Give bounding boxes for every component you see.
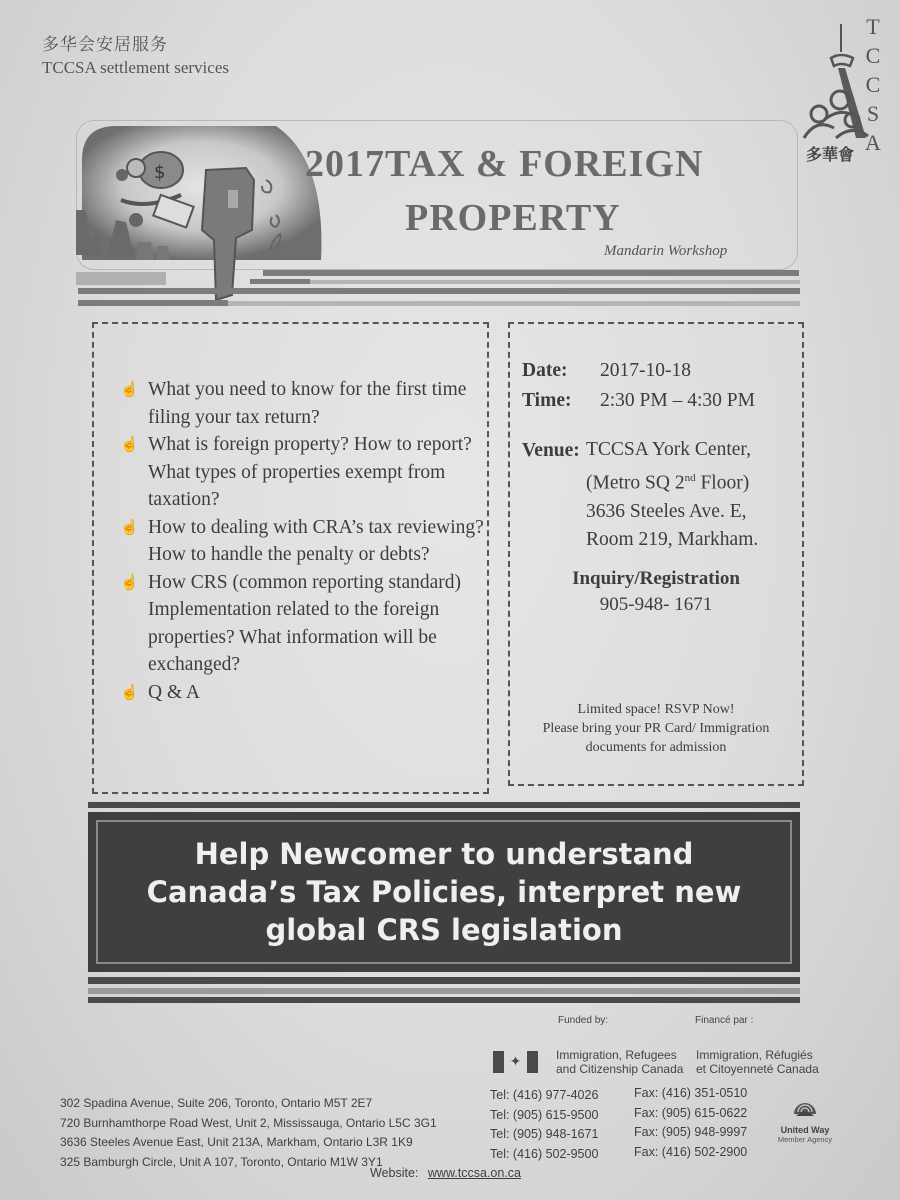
pointing-hand-icon: ☝ <box>120 519 139 536</box>
title-line-1: 2017TAX & FOREIGN <box>305 143 704 185</box>
pointing-hand-icon: ☝ <box>120 437 139 453</box>
logo-letter: S <box>866 101 880 126</box>
topic-text: Q & A <box>148 681 201 703</box>
office-tel: Tel: (905) 948-1671 <box>490 1127 599 1141</box>
office-tel: Tel: (416) 502-9500 <box>490 1146 599 1161</box>
notice-line: Limited space! RSVP Now! <box>577 702 735 717</box>
office-address: 302 Spadina Avenue, Suite 206, Toronto, Ontario M5T 2E7 <box>60 1096 373 1110</box>
topics-list <box>120 376 485 707</box>
time-row <box>522 386 802 416</box>
funded-by-label: Funded by: <box>558 1015 609 1026</box>
inquiry-phone: 905-948- 1671 <box>599 594 713 615</box>
slogan-stripe <box>88 988 800 994</box>
slogan-stripe <box>88 977 800 984</box>
inquiry-section <box>508 566 804 618</box>
topic-item <box>120 514 485 569</box>
title-line-2: PROPERTY <box>405 197 621 239</box>
office-faxes <box>634 1084 747 1162</box>
logo-letters <box>862 12 884 157</box>
banner-stripe <box>263 270 799 276</box>
website-line <box>370 1166 521 1180</box>
venue-address <box>586 436 758 554</box>
logo-letter: C <box>865 43 881 68</box>
topic-text: How to dealing with CRA’s tax reviewing? How to handle the penalty or debts? <box>148 516 484 565</box>
banner-stripe <box>78 300 228 306</box>
venue-line: TCCSA York Center, <box>586 439 751 460</box>
office-address: 720 Burnhamthorpe Road West, Unit 2, Mississauga, Ontario L5C 3G1 <box>60 1115 437 1130</box>
venue-label: Venue: <box>522 440 580 461</box>
topic-text: What you need to know for the first time filing your tax return? <box>148 379 467 428</box>
canada-flag-icon: ✦ <box>493 1051 538 1073</box>
title-subtitle: Mandarin Workshop <box>604 243 728 259</box>
banner-stripe <box>78 288 800 294</box>
rsvp-notice <box>508 700 804 757</box>
website-label: Website: <box>370 1166 419 1180</box>
united-way-name: United Way <box>780 1125 830 1135</box>
svg-text:多華會: 多華會 <box>805 145 855 164</box>
office-addresses <box>60 1094 437 1172</box>
date-value: 2017-10-18 <box>600 360 691 381</box>
venue-line: (Metro SQ 2nd Floor) <box>586 472 750 494</box>
office-fax: Fax: (416) 502-2900 <box>634 1144 748 1159</box>
banner-stripe <box>228 301 800 306</box>
time-label: Time: <box>522 390 572 411</box>
office-fax: Fax: (905) 615-0622 <box>634 1105 748 1120</box>
pointing-hand-icon: ☝ <box>120 574 139 591</box>
ircc-name-en: Immigration, Refugees and Citizenship Canada <box>556 1048 684 1076</box>
time-value: 2:30 PM – 4:30 PM <box>600 390 755 411</box>
office-fax: Fax: (416) 351-0510 <box>634 1086 748 1100</box>
org-name-english: TCCSA settlement services <box>42 58 229 77</box>
pointing-hand-icon: ☝ <box>120 382 139 398</box>
date-row <box>522 356 802 386</box>
office-tel: Tel: (416) 977-4026 <box>490 1088 599 1102</box>
notice-line: Please bring your PR Card/ Immigration <box>542 721 770 736</box>
svg-text:$: $ <box>154 162 166 183</box>
ircc-name-fr: Immigration, Réfugiés et Citoyenneté Canada <box>696 1048 819 1076</box>
topic-item <box>120 431 485 514</box>
banner-stripe <box>310 280 800 284</box>
venue-line: 3636 Steeles Ave. E, <box>586 500 747 522</box>
slogan-stripe <box>88 997 800 1003</box>
topic-text: How CRS (common reporting standard) Implementation related to the foreign properties? What information will be exchanged? <box>148 571 462 675</box>
logo-letter: C <box>865 72 881 97</box>
event-details <box>522 356 802 554</box>
topic-text: What is foreign property? How to report? What types of properties exempt from taxation? <box>148 434 472 510</box>
inquiry-label: Inquiry/Registration <box>572 568 740 589</box>
slogan-text: Help Newcomer to understand Canada’s Tax Policies, interpret new global CRS legislation <box>96 820 792 964</box>
topic-item <box>120 569 485 679</box>
topic-item <box>120 376 485 431</box>
org-name-chinese: 多华会安居服务 <box>42 35 168 55</box>
date-label: Date: <box>522 360 568 381</box>
finance-par-label: Financé par : <box>695 1015 754 1026</box>
office-address: 325 Bamburgh Circle, Unit A 107, Toronto, Ontario M1W 3Y1 <box>60 1154 383 1169</box>
venue-row <box>522 436 802 554</box>
united-way-icon <box>792 1092 818 1118</box>
office-tel: Tel: (905) 615-9500 <box>490 1107 599 1122</box>
topic-item <box>120 679 485 708</box>
office-fax: Fax: (905) 948-9997 <box>634 1125 748 1139</box>
united-way-badge <box>770 1092 840 1144</box>
notice-line: documents for admission <box>585 740 727 755</box>
united-way-sub: Member Agency <box>777 1135 833 1144</box>
office-address: 3636 Steeles Avenue East, Unit 213A, Markham, Ontario L3R 1K9 <box>60 1135 413 1149</box>
slogan-stripe <box>88 802 800 808</box>
venue-line: Room 219, Markham. <box>586 528 759 550</box>
website-link[interactable]: www.tccsa.on.ca <box>427 1166 521 1180</box>
banner-stripe <box>250 279 310 284</box>
logo-letter: T <box>866 14 880 39</box>
pointing-hand-icon: ☝ <box>120 684 139 701</box>
slogan-banner <box>88 812 800 972</box>
logo-letter: A <box>865 130 881 155</box>
office-phones <box>490 1086 598 1164</box>
